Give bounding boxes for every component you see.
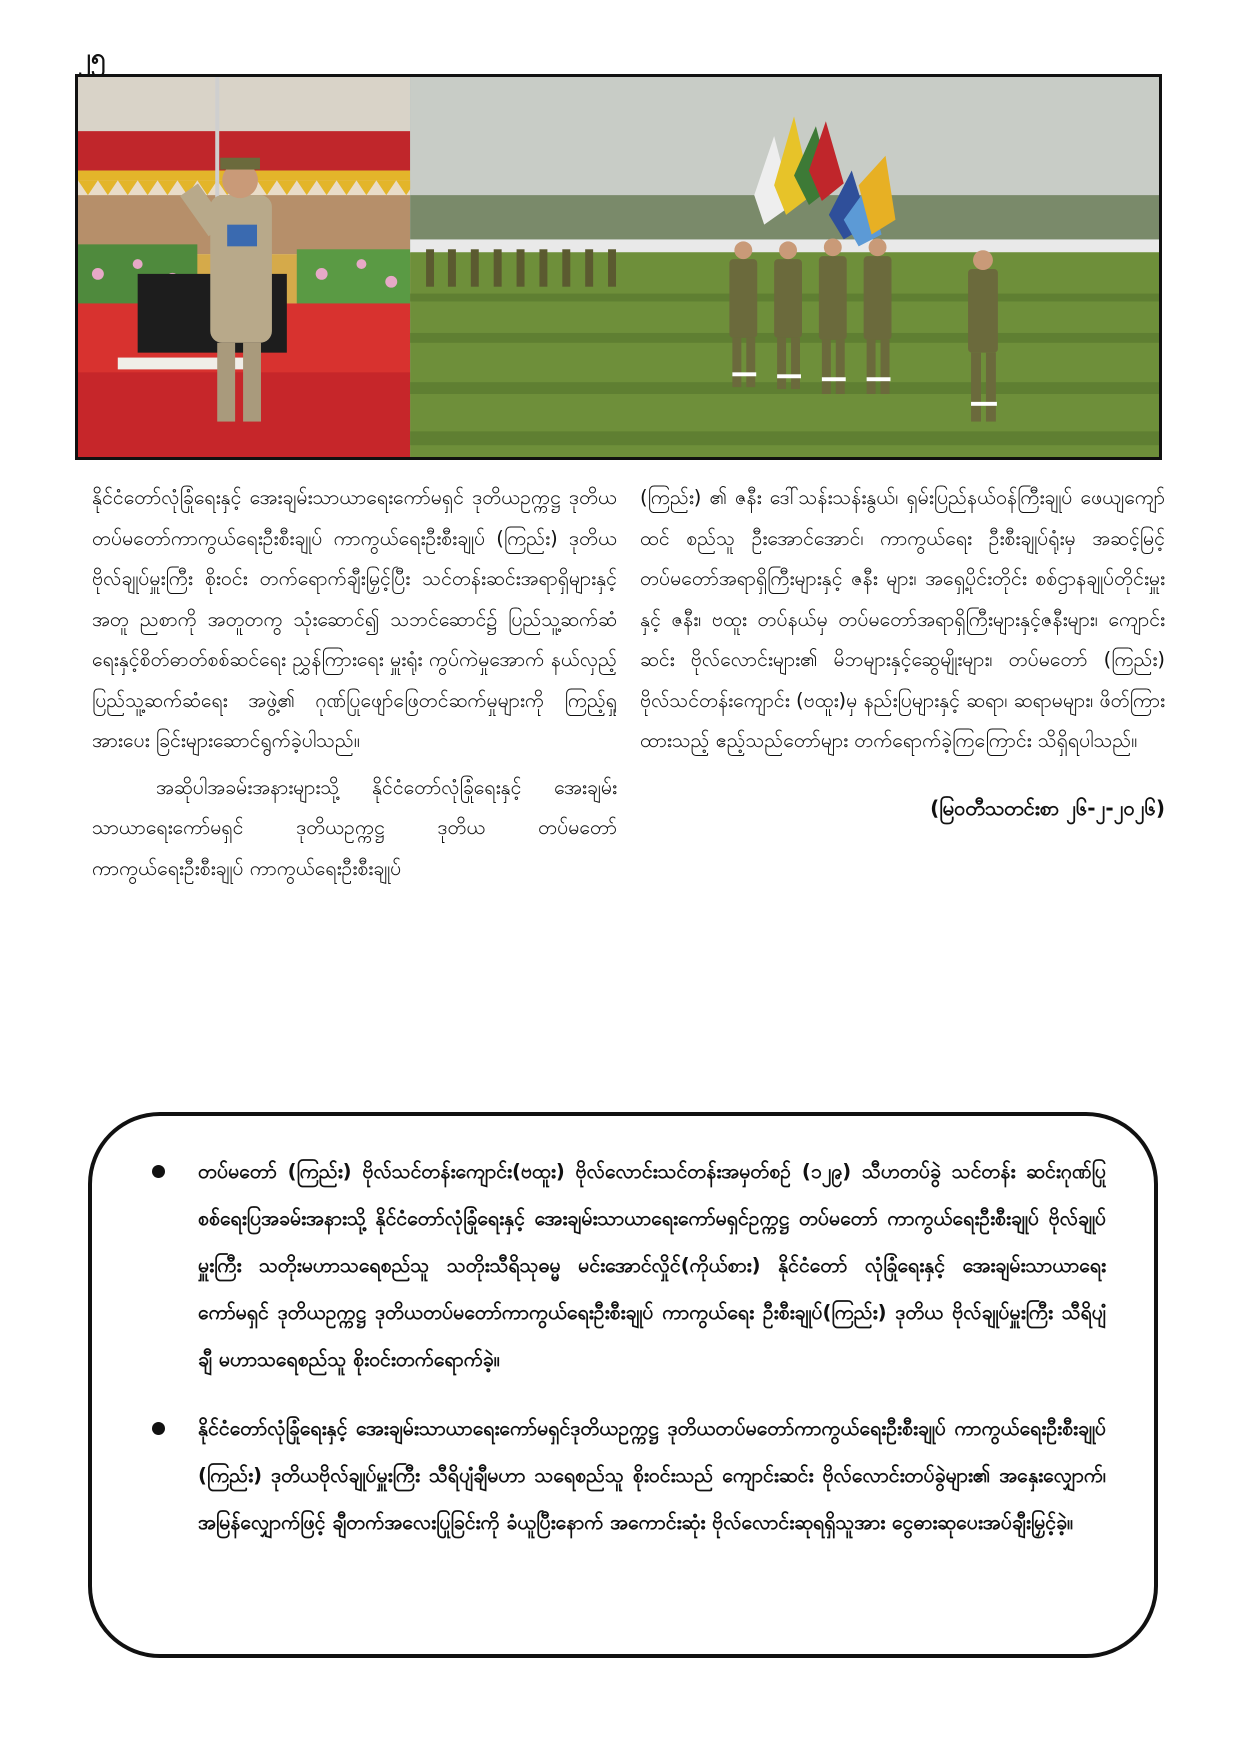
bullet-icon [152,1422,165,1435]
highlight-text: တပ်မတော် (ကြည်း) ဗိုလ်သင်တန်းကျောင်း(ဗထူး) ဗိုလ်လောင်းသင်တန်းအမှတ်စဉ် (၁၂၉) သီဟတပ်ခွဲ သင်တန်း ဆင်းဂုဏ်ပြုစစ်ရေးပြအခမ်းအနားသို့ နိုင်ငံတော်လုံခြုံရေးနှင့် အေးချမ်းသာယာရေးကော်မရှင်ဥက္ကဋ္ဌ တပ်မတော် ကာကွယ်ရေးဦးစီးချုပ် ဗိုလ်ချုပ်မှူးကြီး သတိုးမဟာသရေစည်သူ သတိုးသီရိသုဓမ္မ မင်းအောင်လှိုင်(ကိုယ်စား) နိုင်ငံတော် လုံခြုံရေးနှင့် အေးချမ်းသာယာရေးကော်မရှင် ဒုတိယဥက္ကဋ္ဌ ဒုတိယတပ်မတော်ကာကွယ်ရေးဦးစီးချုပ် ကာကွယ်ရေး ဦးစီးချုပ်(ကြည်း) ဒုတိယ ဗိုလ်ချုပ်မှူးကြီး သီရိပျံချီ မဟာသရေစည်သူ စိုးဝင်းတက်ရောက်ခဲ့။ [198,1160,1106,1371]
left-paragraph-1: နိုင်ငံတော်လုံခြုံရေးနှင့် အေးချမ်းသာယာရေးကော်မရှင် ဒုတိယဥက္ကဋ္ဌ ဒုတိယတပ်မတော်ကာကွယ်ရေးဦးစီးချုပ် ကာကွယ်ရေးဦးစီးချုပ် (ကြည်း) ဒုတိယဗိုလ်ချုပ်မှူးကြီး စိုးဝင်း တက်ရောက်ချီးမြှင့်ပြီး သင်တန်းဆင်းအရာရှိများနှင့် အတူ ညစာကို အတူတကွ သုံးဆောင်၍ သဘင်ဆောင်၌ ပြည်သူ့ဆက်ဆံရေးနှင့်စိတ်ဓာတ်စစ်ဆင်ရေး ညွှန်ကြားရေး မှူးရုံး ကွပ်ကဲမှုအောက် နယ်လှည့် ပြည်သူ့ဆက်ဆံရေး အဖွဲ့၏ ဂုဏ်ပြုဖျော်ဖြေတင်ဆက်မှုများကို ကြည့်ရှုအားပေး ခြင်းများဆောင်ရွက်ခဲ့ပါသည်။ [92,486,617,752]
photo-salute [78,77,416,457]
left-paragraph-2: အဆိုပါအခမ်းအနားများသို့ နိုင်ငံတော်လုံခြုံရေးနှင့် အေးချမ်းသာယာရေးကော်မရှင် ဒုတိယဥက္ကဋ္ဌ ဒုတိယ တပ်မတော်ကာကွယ်ရေးဦးစီးချုပ် ကာကွယ်ရေးဦးစီးချုပ် [92,775,617,880]
bullet-icon [152,1165,165,1178]
left-column [92,478,617,889]
highlight-text: နိုင်ငံတော်လုံခြုံရေးနှင့် အေးချမ်းသာယာရေးကော်မရှင်ဒုတိယဥက္ကဋ္ဌ ဒုတိယတပ်မတော်ကာကွယ်ရေးဦးစီးချုပ် ကာကွယ်ရေးဦးစီးချုပ် (ကြည်း) ဒုတိယဗိုလ်ချုပ်မှူးကြီး သီရိပျံချီမဟာ သရေစည်သူ စိုးဝင်းသည် ကျောင်းဆင်း ဗိုလ်လောင်းတပ်ခွဲများ၏ အနှေးလျှောက်၊ အမြန်လျှောက်ဖြင့် ချီတက်အလေးပြုခြင်းကို ခံယူပြီးနောက် အကောင်းဆုံး ဗိုလ်လောင်းဆုရရှိသူအား ငွေဓားဆုပေးအပ်ချီးမြှင့်ခဲ့။ [198,1417,1106,1534]
highlight-item [152,1405,1106,1546]
photo-collage [78,77,1159,457]
highlight-list [152,1148,1106,1546]
highlight-item [152,1148,1106,1383]
photo-strip [75,74,1162,460]
right-column [640,478,1165,828]
right-paragraph-1: (ကြည်း) ၏ ဇနီး ဒေါ်သန်းသန်းနွယ်၊ ရှမ်းပြည်နယ်ဝန်ကြီးချုပ် ဖေယျကျော်ထင် စည်သူ ဦးအောင်အောင်၊ ကာကွယ်ရေး ဦးစီးချုပ်ရုံးမှ အဆင့်မြင့်တပ်မတော်အရာရှိကြီးများနှင့် ဇနီး များ၊ အရှေ့ပိုင်းတိုင်း စစ်ဌာနချုပ်တိုင်းမှူးနှင့် ဇနီး၊ ဗထူး တပ်နယ်မှ တပ်မတော်အရာရှိကြီးများနှင့်ဇနီးများ၊ ကျောင်း ဆင်း ဗိုလ်လောင်းများ၏ မိဘများနှင့်ဆွေမျိုးများ၊ တပ်မတော် (ကြည်း) ဗိုလ်သင်တန်းကျောင်း (ဗထူး)မှ နည်းပြများနှင့် ဆရာ၊ ဆရာမများ၊ ဖိတ်ကြားထားသည့် ဧည့်သည်တော်များ တက်ရောက်ခဲ့ကြကြောင်း သိရှိရပါသည်။ [640,486,1165,752]
page-number: ၂၅ [78,43,106,73]
highlight-box [88,1112,1158,1658]
photo-parade [410,77,1159,457]
news-source: (မြဝတီသတင်းစာ ၂၆-၂-၂၀၂၆) [930,795,1165,820]
